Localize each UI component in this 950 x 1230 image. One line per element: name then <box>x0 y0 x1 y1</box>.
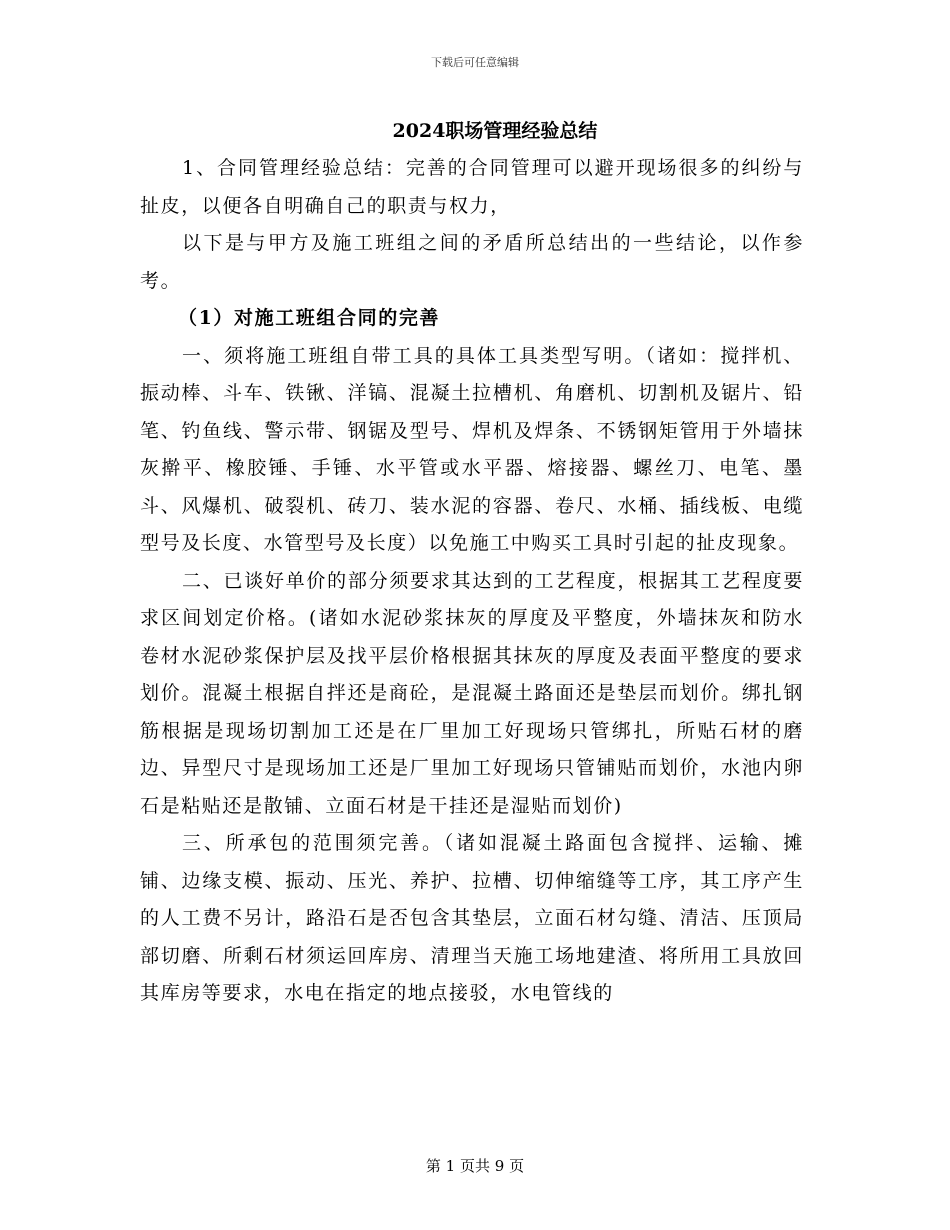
section-heading: （1）对施工班组合同的完善 <box>178 307 441 329</box>
page-number-footer: 第 1 页共 9 页 <box>425 1157 525 1175</box>
paragraph-item-3-scope: 三、所承包的范围须完善。（诸如混凝土路面包含搅拌、运输、摊铺、边缘支模、振动、压光、养护、拉槽、切伸缩缝等工序，其工序产生的人工费不另计，路沿石是否包含其垫层，立面石材勾缝、清洁、压顶局部切磨、所剩石材须运回库房、清理当天施工场地建渣、将所用工具放回其库房等要求，水电在指定的地点接驳，水电管线的 <box>140 832 804 1004</box>
header-note: 下载后可任意编辑 <box>431 56 519 69</box>
paragraph-item-2-pricing: 二、已谈好单价的部分须要求其达到的工艺程度，根据其工艺程度要求区间划定价格。(诸如水泥砂浆抹灰的厚度及平整度，外墙抹灰和防水卷材水泥砂浆保护层及找平层价格根据其抹灰的厚度及表面平整度的要求划价。混凝土根据自拌还是商砼，是混凝土路面还是垫层而划价。绑扎钢筋根据是现场切割加工还是在厂里加工好现场只管绑扎，所贴石材的磨边、异型尺寸是现场加工还是厂里加工好现场只管铺贴而划价，水池内卵石是粘贴还是散铺、立面石材是干挂还是湿贴而划价) <box>140 569 804 817</box>
paragraph-reference-intro: 以下是与甲方及施工班组之间的矛盾所总结出的一些结论，以作参考。 <box>140 232 804 292</box>
document-title: 2024职场管理经验总结 <box>392 120 598 142</box>
paragraph-contract-summary: 1、合同管理经验总结：完善的合同管理可以避开现场很多的纠纷与扯皮，以便各自明确自己的职责与权力， <box>140 157 804 217</box>
paragraph-item-1-tools: 一、须将施工班组自带工具的具体工具类型写明。（诸如：搅拌机、振动棒、斗车、铁锹、洋镐、混凝土拉槽机、角磨机、切割机及锯片、铅笔、钓鱼线、警示带、钢锯及型号、焊机及焊条、不锈钢矩管用于外墙抹灰擀平、橡胶锤、手锤、水平管或水平器、熔接器、螺丝刀、电笔、墨斗、风爆机、破裂机、砖刀、装水泥的容器、卷尺、水桶、插线板、电缆型号及长度、水管型号及长度）以免施工中购买工具时引起的扯皮现象。 <box>140 344 804 554</box>
document-body <box>140 150 804 1013</box>
